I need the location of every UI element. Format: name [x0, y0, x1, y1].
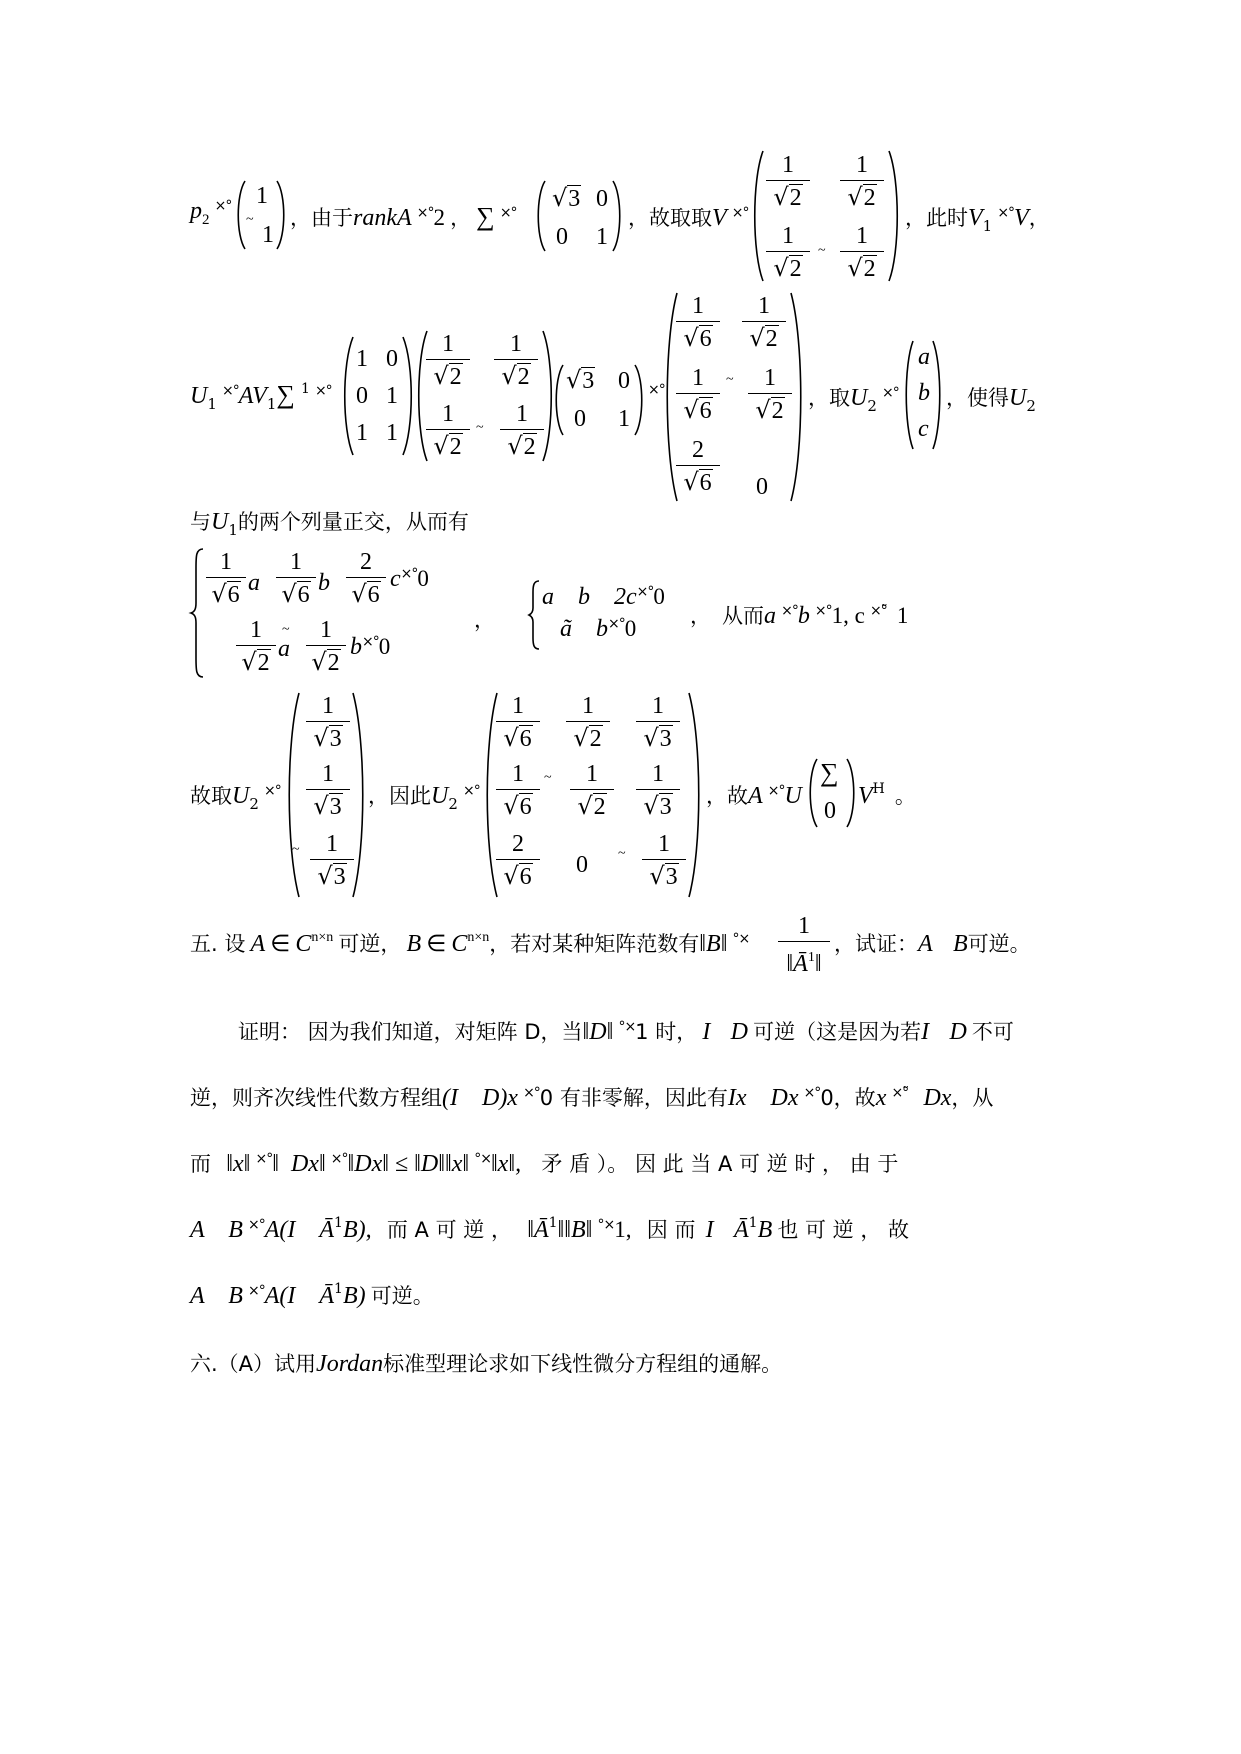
mat2-m22: 1 √2: [500, 400, 544, 462]
U2-symbol: U: [431, 783, 449, 809]
line5-lead: 故取U2 ×°: [190, 783, 281, 813]
problem5-line: 五. 设 A ∈ Cn×n 可逆， B ∈ Cn×n，若对某种矩阵范数有‖B‖ °×: [190, 930, 750, 957]
artifact-glyph: ×°̃: [891, 1085, 909, 1101]
sigma-right-paren: [612, 180, 622, 252]
artifact-glyph: ×°: [499, 205, 517, 221]
V-m12: 1 √2: [840, 151, 884, 213]
artifact-glyph: ×°̃: [869, 603, 887, 619]
line2-text-b: ，使得U2: [946, 385, 1036, 415]
svd-right-paren: [846, 758, 856, 828]
U2vec-left-paren: [286, 692, 300, 898]
sigma-symbol: ∑: [476, 202, 495, 231]
V-symbol-end: V: [1014, 205, 1029, 231]
U2-m31: 2 √6: [496, 830, 540, 892]
V-m21: 1 √2: [766, 222, 810, 284]
comma: ，: [474, 608, 495, 632]
mat1-cell: 1: [356, 420, 368, 446]
mat3-cell: 0: [618, 368, 630, 394]
U1-symbol: U: [211, 509, 229, 535]
U2vec-3: 1 √3: [310, 830, 354, 892]
artifact-glyph: ×°: [416, 205, 434, 221]
p2-tilde: ~: [246, 212, 254, 227]
tilde: ~: [726, 372, 734, 387]
tilde: ~: [292, 842, 300, 857]
svd-left-paren: [808, 758, 818, 828]
sigma-left-paren: [536, 180, 546, 252]
artifact-glyph: ×°: [247, 1283, 265, 1299]
mat1-cell: 0: [386, 346, 398, 372]
sys1-f5: 1 √2: [306, 616, 346, 678]
U2vec-1: 1 √3: [306, 692, 350, 754]
problem5-fraction: 1 $‖Ā^1‖$: [778, 912, 830, 979]
sys1-row1-end: c×°0: [390, 566, 429, 592]
text-shide: ，使得: [946, 386, 1009, 410]
U1-m31: 2 √6: [676, 436, 720, 498]
tilde: ~: [544, 770, 552, 785]
line1-text-c: ，此时V1 ×°V，: [905, 205, 1050, 235]
result: 从而a ×°b ×°1, c ×°̃ 1: [722, 603, 909, 629]
sys1-f4: 1 √2: [236, 616, 276, 678]
U2-m21: 1 √6: [496, 760, 540, 822]
sys1-a: a: [248, 570, 260, 596]
vec-a: a: [918, 344, 930, 370]
tilde: ~: [618, 846, 626, 861]
proof-line-2: 逆，则齐次线性代数方程组(I D)x ×°0 有非零解，因此有Ix Dx ×°0，故x ×°̃ Dx，从: [190, 1085, 994, 1111]
line1-text-b: [628, 202, 749, 232]
svd-sigma: ∑: [820, 758, 839, 787]
artifact-glyph: ×°: [803, 1085, 821, 1101]
system2-brace: [528, 580, 540, 650]
line3: 与U1的两个列量正交，从而有: [190, 509, 469, 539]
line2-lead: U1 ×°AV1∑ 1 ×°: [190, 380, 332, 413]
mat3-cell: 0: [574, 406, 586, 432]
text-qu: ，取: [808, 386, 850, 410]
U2-m33: 1 √3: [642, 830, 686, 892]
mat1-cell: 1: [386, 420, 398, 446]
system1-brace: [190, 548, 204, 678]
artifact-glyph: ×°: [608, 616, 625, 632]
V-left-paren: [752, 150, 764, 282]
artifact-glyph: ×°: [362, 634, 379, 650]
sys1-f1: 1 √6: [206, 548, 246, 610]
problem6-line: 六.（A）试用Jordan标准型理论求如下线性微分方程组的通解。: [190, 1351, 783, 1377]
proof-line-5: A B ×°A(I Ā1B) 可逆。: [190, 1281, 434, 1309]
sys1-b: b: [318, 570, 330, 596]
line2-text-a: ，取U2 ×°: [808, 385, 899, 415]
sigma-m12: 0: [596, 186, 608, 212]
p2-left-paren: [236, 180, 246, 250]
line5-text-c: VH 。: [858, 781, 916, 809]
p2-vec-0: 1: [256, 183, 268, 209]
line5-text-b: ，故A ×°U: [706, 783, 802, 809]
p2-right-paren: [276, 180, 286, 250]
U1-m21: 1 √6: [676, 364, 720, 426]
U2vec-2: 1 √3: [306, 760, 350, 822]
U2mat-right-paren: [688, 692, 702, 898]
mat1-cell: 1: [386, 383, 398, 409]
artifact-glyph: ×°: [781, 603, 798, 619]
tilde: ~: [476, 420, 484, 435]
rank-a: rankA: [353, 205, 412, 231]
artifact-glyph: ×°: [648, 382, 665, 398]
U1-symbol: U: [190, 383, 208, 409]
rank-value: 2: [433, 205, 445, 230]
sys2-row2: ã b×°0: [560, 616, 637, 642]
artifact-glyph: ×°: [221, 383, 239, 399]
V-symbol: V: [712, 205, 727, 231]
mat2-m11: 1 √2: [426, 330, 470, 392]
V-m11: 1 √2: [766, 151, 810, 213]
U2-m23: 1 √3: [636, 760, 680, 822]
p2-sub: 2: [202, 212, 210, 228]
sys1-a2: a: [278, 636, 290, 662]
artifact-glyph: ×°: [881, 385, 899, 401]
artifact-glyph: ×°: [997, 205, 1015, 221]
U2-symbol: U: [232, 783, 250, 809]
artifact-glyph: ×°: [214, 198, 232, 214]
line1-text-a: [290, 202, 517, 232]
artifact-glyph: ×°: [523, 1085, 540, 1101]
sys1-f2: 1 √6: [276, 548, 316, 610]
U1-m11: 1 √6: [676, 292, 720, 354]
mat3-left-paren: [554, 364, 564, 436]
U2-m12: 1 √2: [566, 692, 610, 754]
U2vec-right-paren: [352, 692, 366, 898]
artifact-glyph: ×°: [314, 383, 332, 399]
problem5-end: ，试证：A B可逆。: [834, 931, 1031, 957]
tilde: ~: [282, 622, 290, 637]
sys1-row2-end: b×°0: [350, 634, 391, 660]
U2-m22: 1 √2: [570, 760, 614, 822]
sys2-row1: a b 2c×°0: [542, 584, 665, 610]
artifact-glyph: ×°: [814, 603, 832, 619]
mat2-right-paren: [542, 330, 554, 462]
vec-c: c: [918, 416, 929, 442]
U2-symbol: U: [850, 385, 868, 411]
p2-symbol: p: [190, 198, 202, 224]
svd-zero: 0: [824, 798, 836, 824]
text-youyu: ，由于: [290, 206, 353, 230]
mat3-cell: 1: [618, 406, 630, 432]
mat1-cell: 1: [356, 346, 368, 372]
AV-symbol: AV: [238, 383, 267, 409]
V-tilde: ~: [818, 243, 826, 258]
line5-text-a: ，因此U2 ×°: [368, 783, 480, 813]
abc-right-paren: [932, 340, 942, 450]
U1-right-paren: [790, 292, 804, 502]
mat3-m11: √3: [566, 366, 595, 394]
sigma-m11: √3: [552, 184, 581, 212]
abc-left-paren: [904, 340, 914, 450]
text-guqu: ，故取取: [628, 206, 712, 230]
sys1-f3: 2 √6: [346, 548, 386, 610]
V-m22: 1 √2: [840, 222, 884, 284]
artifact-glyph: ×°: [636, 584, 654, 600]
artifact-glyph: ×°: [767, 783, 785, 799]
text-cishi: ，此时: [905, 206, 968, 230]
artifact-glyph: ×°: [462, 783, 480, 799]
comma: ，: [450, 206, 472, 230]
mat2-m12: 1 √2: [494, 330, 538, 392]
vec-b: b: [918, 380, 930, 406]
sigma-m22: 1: [596, 224, 608, 250]
artifact-glyph: °×: [474, 1151, 491, 1167]
mat1-left-paren: [342, 336, 354, 456]
mat1-right-paren: [402, 336, 414, 456]
comma: ，: [690, 604, 711, 628]
artifact-glyph: ×°: [263, 783, 281, 799]
comma: ，: [1028, 206, 1050, 230]
U1-m12: 1 √2: [742, 292, 786, 354]
proof-line-1: 证明： 因为我们知道，对矩阵 D，当‖D‖ °×1 时， I D 可逆（这是因为若I D 不可: [238, 1019, 1014, 1045]
sigma-symbol: ∑: [276, 380, 295, 409]
line1-lead: [190, 198, 231, 229]
artifact-glyph: ×°: [731, 205, 749, 221]
artifact-glyph: ×°: [255, 1151, 273, 1167]
U2-symbol: U: [1009, 385, 1027, 411]
proof-line-4: A B ×°A(I Ā1B), 而 A 可 逆 ， ‖Ā1‖‖B‖ °×1, 因 而 I Ā1B 也 可 逆 ， 故: [190, 1215, 910, 1243]
proof-line-3: 而 ‖x‖ ×°‖ Dx‖ ×°‖Dx‖ ≤ ‖D‖‖x‖ °×‖x‖, 矛 盾 ）。 因 此 当 A 可 逆 时 ， 由 于: [190, 1151, 899, 1177]
mat3-right-paren: [634, 364, 644, 436]
artifact-glyph: °×: [618, 1019, 636, 1035]
artifact-glyph: °×: [732, 931, 750, 947]
V1-symbol: V: [968, 205, 983, 231]
sigma-m21: 0: [556, 224, 568, 250]
mat1-cell: 0: [356, 383, 368, 409]
U1-m22: 1 √2: [748, 364, 792, 426]
U2-m13: 1 √3: [636, 692, 680, 754]
artifact-glyph: ×°: [330, 1151, 348, 1167]
U2-m11: 1 √6: [496, 692, 540, 754]
artifact-glyph: ×°: [247, 1217, 265, 1233]
p2-vec-1: 1: [262, 222, 274, 248]
mat2-m21: 1 √2: [426, 400, 470, 462]
U1-m32: 0: [756, 474, 768, 500]
U2-m32: 0: [576, 852, 588, 878]
artifact-glyph: ×°: [400, 566, 418, 582]
artifact-glyph: °×: [597, 1217, 615, 1233]
V-right-paren: [888, 150, 900, 282]
